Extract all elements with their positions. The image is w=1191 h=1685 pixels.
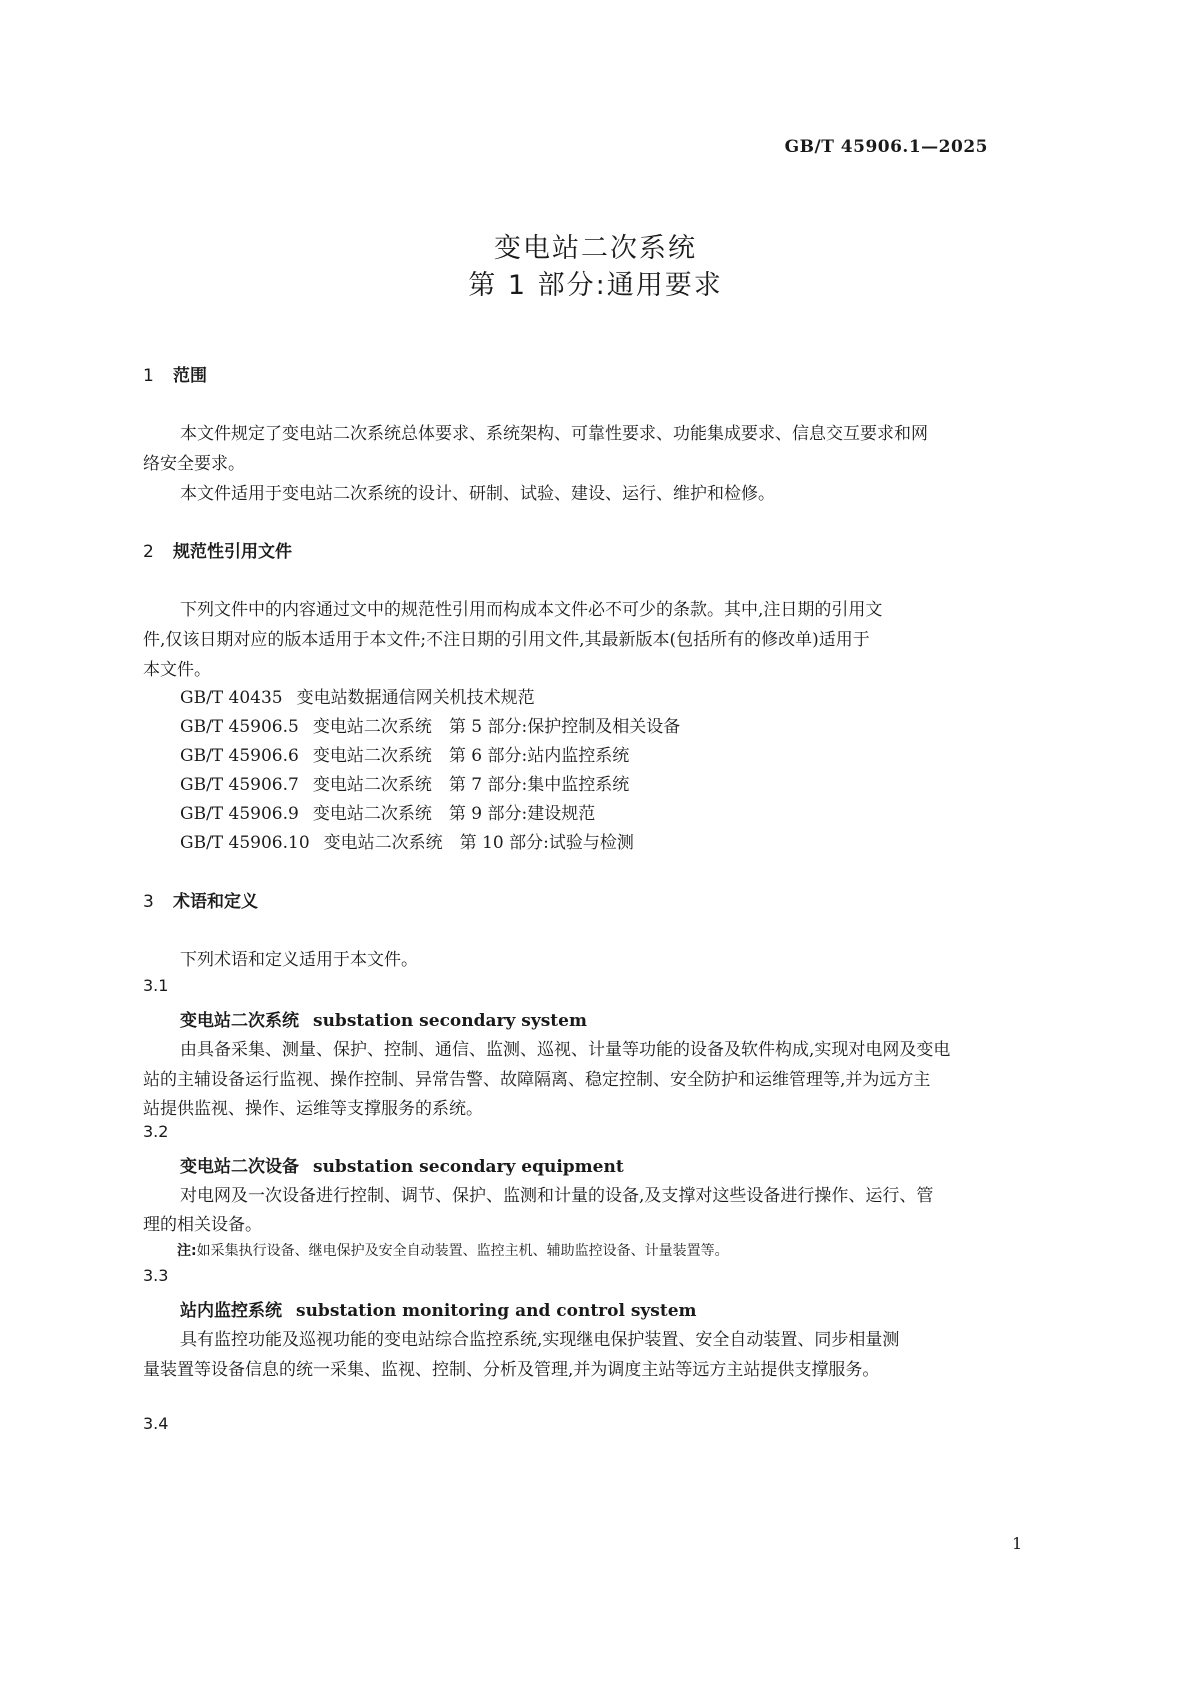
reference-title: 变电站二次系统 第 10 部分:试验与检测 (323, 833, 634, 853)
reference-title: 变电站二次系统 第 5 部分:保护控制及相关设备 (312, 717, 681, 737)
document-code: GB/T 45906.1—2025 (784, 137, 988, 157)
section-heading-scope (143, 361, 207, 386)
reference-code: GB/T 45906.5 (180, 717, 299, 737)
term-chinese: 站内监控系统 (180, 1301, 282, 1321)
paragraph-line: 下列文件中的内容通过文中的规范性引用而构成本文件必不可少的条款。其中,注日期的引用文 (180, 600, 883, 620)
term-english: substation secondary equipment (313, 1157, 624, 1177)
term-number: 3.3 (143, 1266, 169, 1285)
note-label: 注: (177, 1243, 197, 1259)
reference-title: 变电站二次系统 第 6 部分:站内监控系统 (312, 746, 630, 766)
definition-line: 对电网及一次设备进行控制、调节、保护、监测和计量的设备,及支撑对这些设备进行操作、运行、管 (180, 1186, 934, 1206)
term-number: 3.2 (143, 1122, 169, 1141)
paragraph-line: 件,仅该日期对应的版本适用于本文件;不注日期的引用文件,其最新版本(包括所有的修改单)适用于 (143, 630, 870, 650)
reference-item (180, 828, 634, 853)
reference-code: GB/T 45906.7 (180, 775, 299, 795)
term-english: substation secondary system (313, 1011, 587, 1031)
document-title-line1: 变电站二次系统 (494, 233, 697, 264)
definition-line: 量装置等设备信息的统一采集、监视、控制、分析及管理,并为调度主站等远方主站提供支撑服务。 (143, 1360, 880, 1380)
definition-line: 由具备采集、测量、保护、控制、通信、监测、巡视、计量等功能的设备及软件构成,实现对电网及变电 (180, 1040, 951, 1060)
reference-code: GB/T 45906.9 (180, 804, 299, 824)
term-heading (180, 1006, 587, 1031)
paragraph-line: 本文件规定了变电站二次系统总体要求、系统架构、可靠性要求、功能集成要求、信息交互要求和网 (180, 424, 928, 444)
term-heading (180, 1296, 697, 1321)
section-title: 范围 (173, 366, 207, 386)
section-title: 规范性引用文件 (173, 542, 292, 562)
reference-code: GB/T 40435 (180, 688, 283, 708)
term-english: substation monitoring and control system (296, 1301, 697, 1321)
definition-line: 理的相关设备。 (143, 1215, 262, 1235)
section-heading-normative-references (143, 537, 292, 562)
reference-title: 变电站二次系统 第 9 部分:建设规范 (312, 804, 596, 824)
term-number: 3.1 (143, 976, 169, 995)
term-chinese: 变电站二次系统 (180, 1011, 299, 1031)
document-title-line2: 第 1 部分:通用要求 (468, 270, 723, 301)
reference-item (180, 712, 680, 737)
reference-item (180, 770, 629, 795)
reference-item (180, 799, 595, 824)
section-title: 术语和定义 (173, 892, 258, 912)
definition-line: 站提供监视、操作、运维等支撑服务的系统。 (143, 1099, 483, 1119)
reference-code: GB/T 45906.10 (180, 833, 310, 853)
reference-code: GB/T 45906.6 (180, 746, 299, 766)
paragraph-line: 本文件。 (143, 660, 211, 680)
term-note (177, 1240, 729, 1260)
page-number: 1 (1012, 1534, 1023, 1553)
reference-title: 变电站二次系统 第 7 部分:集中监控系统 (312, 775, 630, 795)
reference-item (180, 741, 629, 766)
reference-item (180, 683, 535, 708)
reference-title: 变电站数据通信网关机技术规范 (296, 688, 535, 708)
section-number: 1 (143, 366, 154, 386)
note-text: 如采集执行设备、继电保护及安全自动装置、监控主机、辅助监控设备、计量装置等。 (196, 1243, 729, 1259)
section-number: 3 (143, 892, 154, 912)
section-number: 2 (143, 542, 154, 562)
section-heading-terms-definitions (143, 887, 258, 912)
term-chinese: 变电站二次设备 (180, 1157, 299, 1177)
paragraph-line: 络安全要求。 (143, 454, 245, 474)
definition-line: 站的主辅设备运行监视、操作控制、异常告警、故障隔离、稳定控制、安全防护和运维管理等,并为远方主 (143, 1070, 931, 1090)
paragraph-line: 本文件适用于变电站二次系统的设计、研制、试验、建设、运行、维护和检修。 (180, 484, 775, 504)
term-number: 3.4 (143, 1414, 169, 1433)
term-heading (180, 1152, 624, 1177)
paragraph-line: 下列术语和定义适用于本文件。 (180, 950, 418, 970)
definition-line: 具有监控功能及巡视功能的变电站综合监控系统,实现继电保护装置、安全自动装置、同步相量测 (180, 1330, 900, 1350)
